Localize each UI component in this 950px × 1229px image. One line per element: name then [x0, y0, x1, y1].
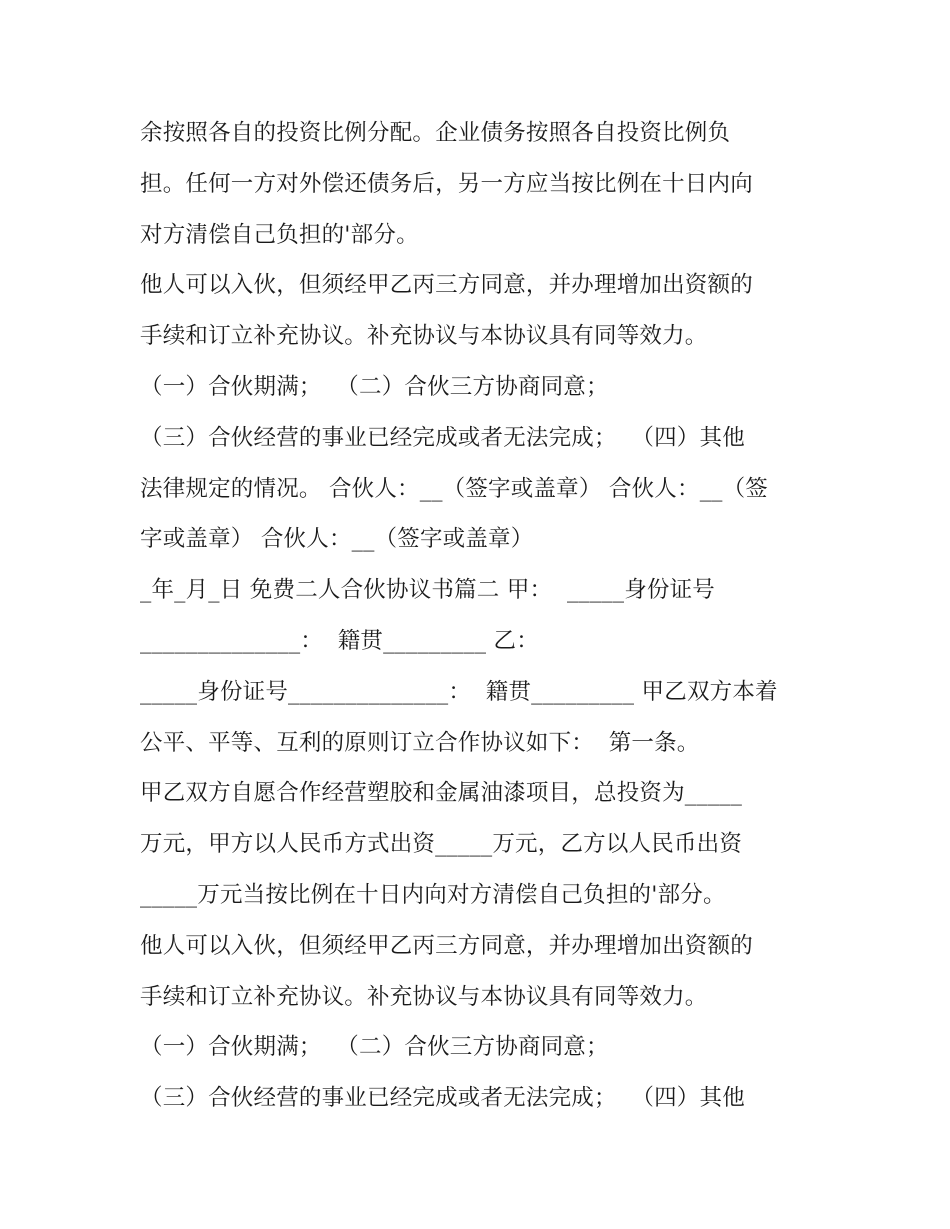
text-line-3: 对方清偿自己负担的'部分。 [140, 221, 419, 248]
text-line-13: 公平、平等、互利的原则订立合作协议如下： 第一条。 [140, 729, 700, 756]
text-line-20: （三）合伙经营的事业已经完成或者无法完成； （四）其他 [140, 1085, 745, 1112]
text-line-5: 手续和订立补充协议。补充协议与本协议具有同等效力。 [140, 323, 708, 350]
text-line-6: （一）合伙期满； （二）合伙三方协商同意； [140, 373, 609, 400]
text-line-16: _____万元当按比例在十日内向对方清偿自己负担的'部分。 [140, 881, 726, 908]
text-line-8: 法律规定的情况。 合伙人：__（签字或盖章） 合伙人：__（签 [140, 475, 769, 502]
text-line-7: （三）合伙经营的事业已经完成或者无法完成； （四）其他 [140, 424, 745, 451]
text-line-1: 余按照各自的投资比例分配。企业债务按照各自投资比例负 [140, 120, 731, 146]
text-line-17: 他人可以入伙，但须经甲乙丙三方同意，并办理增加出资额的 [140, 932, 753, 959]
text-line-4: 他人可以入伙，但须经甲乙丙三方同意，并办理增加出资额的 [140, 272, 753, 299]
text-line-19: （一）合伙期满； （二）合伙三方协商同意； [140, 1034, 609, 1061]
text-line-11: ______________： 籍贯_________ 乙： [140, 627, 539, 654]
text-line-9: 字或盖章） 合伙人：__（签字或盖章） [140, 526, 534, 553]
text-line-12: _____身份证号______________： 籍贯_________ 甲乙双方本着 [140, 678, 778, 705]
document-body [140, 108, 820, 1124]
text-line-15: 万元，甲方以人民币方式出资_____万元，乙方以人民币出资 [140, 831, 743, 858]
text-line-14: 甲乙双方自愿合作经营塑胶和金属油漆项目，总投资为_____ [140, 780, 743, 807]
text-line-18: 手续和订立补充协议。补充协议与本协议具有同等效力。 [140, 983, 708, 1010]
text-line-2: 担。任何一方对外偿还债务后，另一方应当按比例在十日内向 [140, 170, 753, 197]
text-line-10: _年_月_日 免费二人合伙协议书篇二 甲： _____身份证号 [140, 577, 716, 604]
